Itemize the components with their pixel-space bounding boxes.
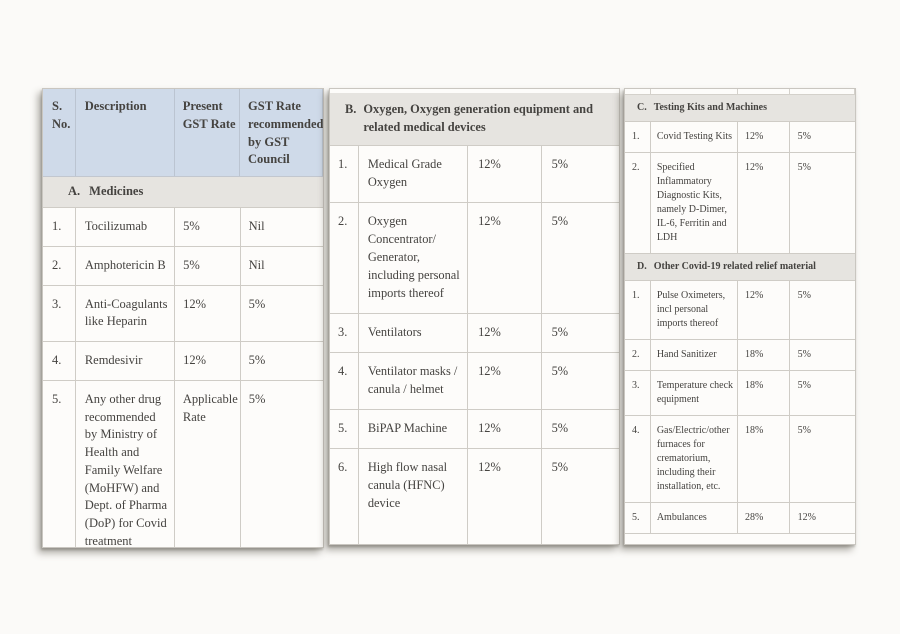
cell-present-rate: 12% — [175, 342, 241, 380]
cell-present-rate: 12% — [468, 314, 542, 352]
cell-sno: 2. — [625, 153, 651, 253]
cell-sno: 4. — [625, 416, 651, 502]
cell-description: Anti-Coagulants like Heparin — [76, 286, 175, 342]
cell-sno: 3. — [625, 371, 651, 415]
cell-present-rate: 18% — [738, 371, 790, 415]
cell-present-rate: 12% — [738, 122, 790, 152]
table-row — [43, 286, 323, 343]
table-row — [330, 146, 619, 203]
oxygen-rows — [330, 146, 619, 544]
cell-description: Ventilator masks / canula / helmet — [359, 353, 468, 409]
medicines-rows — [43, 208, 323, 547]
section-title: Other Covid-19 related relief material — [653, 261, 816, 272]
cell-sno: 5. — [625, 503, 651, 533]
cell-sno: 3. — [330, 314, 359, 352]
medicines-table-panel — [42, 88, 324, 548]
edge-cell — [738, 89, 790, 94]
cell-present-rate: 12% — [738, 281, 790, 339]
cell-present-rate: 18% — [738, 416, 790, 502]
table-row — [330, 314, 619, 353]
header-recommended-gst: GST Rate recommended by GST Council — [240, 89, 323, 176]
cell-sno: 1. — [625, 122, 651, 152]
panel-bottom-spacer — [625, 534, 855, 544]
cell-sno: 4. — [43, 342, 76, 380]
table-row — [330, 449, 619, 544]
table-row — [625, 281, 855, 340]
section-header-oxygen — [330, 93, 619, 146]
table-row — [625, 153, 855, 254]
cell-description: Medical Grade Oxygen — [359, 146, 468, 202]
table-row — [330, 203, 619, 314]
cell-recommended-rate: 5% — [797, 131, 811, 142]
cell-sno: 2. — [625, 340, 651, 370]
table-row — [330, 410, 619, 449]
cell-sno: 3. — [43, 286, 76, 342]
cell-recommended-rate: 5% — [551, 213, 569, 228]
testing-kits-rows — [625, 122, 855, 254]
cell-recommended-rate: Nil — [248, 219, 265, 233]
section-letter: A. — [68, 184, 81, 199]
cell-present-rate: 12% — [175, 286, 241, 342]
section-letter: B. — [345, 102, 357, 116]
cell-recommended-rate: 5% — [248, 391, 266, 406]
cell-recommended-rate: 5% — [551, 459, 569, 474]
cell-present-rate: 12% — [468, 410, 542, 448]
header-present-gst: Present GST Rate — [175, 89, 240, 176]
cell-description: Amphotericin B — [76, 247, 175, 285]
table-row — [625, 503, 855, 534]
cell-sno: 2. — [43, 247, 76, 285]
cell-description: Covid Testing Kits — [651, 122, 738, 152]
cell-sno: 4. — [330, 353, 359, 409]
cell-description: Tocilizumab — [76, 208, 175, 246]
cell-recommended-rate: 5% — [551, 363, 569, 378]
table-row — [625, 371, 855, 416]
cell-sno: 5. — [330, 410, 359, 448]
cell-recommended-rate: 5% — [797, 290, 811, 301]
cell-description: BiPAP Machine — [359, 410, 468, 448]
cell-recommended-rate: 5% — [797, 380, 811, 391]
cell-description: Oxygen Concentrator/ Generator, including personal imports thereof — [359, 203, 468, 313]
section-header-relief-material — [625, 254, 855, 281]
section-title: Oxygen, Oxygen generation equipment and related medical devices — [363, 102, 593, 134]
oxygen-equipment-table-panel — [329, 88, 620, 545]
cell-sno: 6. — [330, 449, 359, 544]
cell-description: Ambulances — [651, 503, 738, 533]
cell-sno: 5. — [43, 381, 76, 548]
cell-present-rate: Applicable Rate — [175, 381, 241, 548]
cell-present-rate: 12% — [738, 153, 790, 253]
table-row — [330, 353, 619, 410]
cell-description: Hand Sanitizer — [651, 340, 738, 370]
cell-present-rate: 5% — [175, 208, 241, 246]
cell-present-rate: 12% — [468, 146, 542, 202]
cell-present-rate: 12% — [468, 203, 542, 313]
cell-description: Temperature check equipment — [651, 371, 738, 415]
cell-recommended-rate: 5% — [551, 156, 569, 171]
table-row — [43, 342, 323, 381]
cell-description: Specified Inflammatory Diagnostic Kits, namely D-Dimer, IL-6, Ferritin and LDH — [651, 153, 738, 253]
table-row — [625, 416, 855, 503]
cell-sno: 1. — [330, 146, 359, 202]
table-row — [625, 122, 855, 153]
cell-recommended-rate: 5% — [797, 349, 811, 360]
table-header-row — [43, 89, 323, 177]
cell-recommended-rate: Nil — [248, 257, 265, 272]
cell-description: High flow nasal canula (HFNC) device — [359, 449, 468, 544]
table-row — [43, 247, 323, 286]
cell-recommended-rate: 5% — [248, 353, 266, 367]
cell-recommended-rate: 5% — [551, 324, 569, 339]
section-letter: C. — [637, 102, 647, 113]
cell-description: Any other drug recommended by Ministry of Health and Family Welfare (MoHFW) and Dept. of Pharma (DoP) for Covid treatment — [76, 381, 175, 548]
cell-description: Ventilators — [359, 314, 468, 352]
cell-present-rate: 12% — [468, 353, 542, 409]
header-description: Description — [76, 89, 175, 176]
cell-present-rate: 5% — [175, 247, 241, 285]
cell-sno: 1. — [625, 281, 651, 339]
cell-recommended-rate: 5% — [551, 420, 569, 435]
table-row — [625, 340, 855, 371]
section-letter: D. — [637, 261, 647, 272]
edge-cell — [790, 89, 855, 94]
cell-recommended-rate: 5% — [248, 296, 266, 311]
cell-sno: 1. — [43, 208, 76, 246]
cell-present-rate: 12% — [468, 449, 542, 544]
cell-sno: 2. — [330, 203, 359, 313]
section-header-medicines — [43, 177, 323, 208]
cell-description: Remdesivir — [76, 342, 175, 380]
cell-recommended-rate: 12% — [797, 512, 816, 523]
edge-cell — [625, 89, 651, 94]
cell-present-rate: 18% — [738, 340, 790, 370]
section-title: Testing Kits and Machines — [653, 102, 767, 113]
cell-description: Pulse Oximeters, incl personal imports thereof — [651, 281, 738, 339]
table-row — [43, 381, 323, 548]
edge-cell — [651, 89, 738, 94]
cell-recommended-rate: 5% — [797, 425, 811, 436]
header-sno: S. No. — [43, 89, 76, 176]
table-row — [43, 208, 323, 247]
cell-description: Gas/Electric/other furnaces for crematorium, including their installation, etc. — [651, 416, 738, 502]
cell-recommended-rate: 5% — [797, 162, 811, 173]
relief-material-rows — [625, 281, 855, 534]
cell-present-rate: 28% — [738, 503, 790, 533]
testing-kits-relief-table-panel — [624, 88, 856, 545]
section-title: Medicines — [89, 184, 144, 199]
section-header-testing-kits — [625, 95, 855, 122]
